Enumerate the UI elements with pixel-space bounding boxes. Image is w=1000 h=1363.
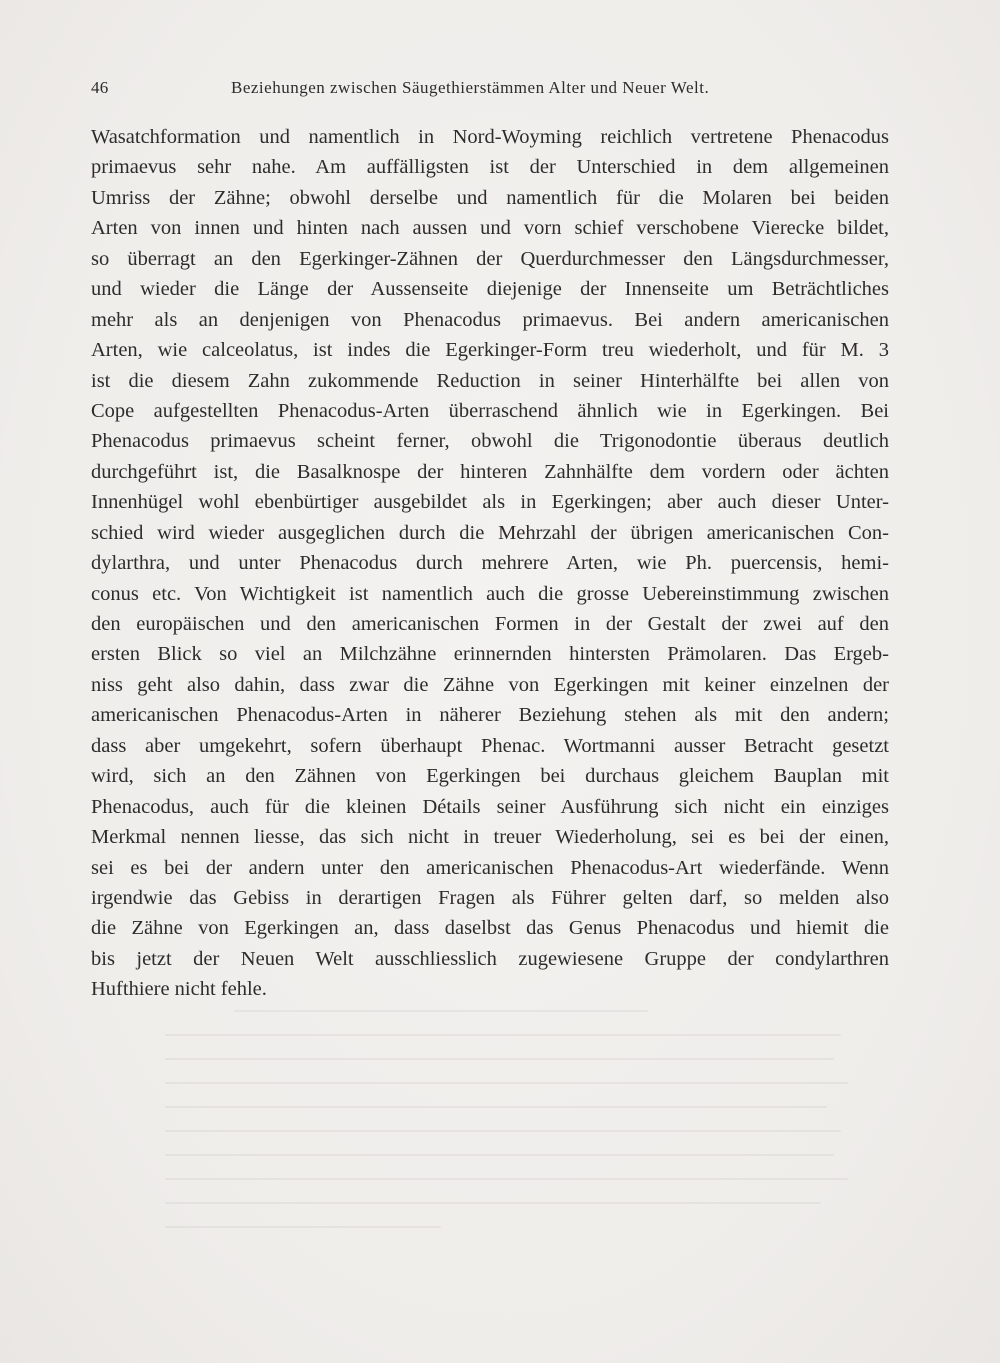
text-line: Umriss der Zähne; obwohl derselbe und namentlich für die Molaren bei beiden — [91, 186, 889, 209]
body-paragraph — [91, 122, 889, 1005]
text-line: dass aber umgekehrt, sofern überhaupt Phenac. Wortmanni ausser Betracht gesetzt — [91, 734, 889, 757]
text-line: Merkmal nennen liesse, das sich nicht in treuer Wiederholung, sei es bei der einen, — [91, 826, 889, 849]
text-line: Innenhügel wohl ebenbürtiger ausgebildet als in Egerkingen; aber auch dieser Unter- — [91, 491, 889, 514]
text-line: americanischen Phenacodus-Arten in näherer Beziehung stehen als mit den andern; — [91, 704, 889, 727]
text-line: dylarthra, und unter Phenacodus durch mehrere Arten, wie Ph. puercensis, hemi- — [91, 552, 889, 575]
text-line: bis jetzt der Neuen Welt ausschliesslich zugewiesene Gruppe der condylarthren — [91, 947, 889, 970]
text-line: irgendwie das Gebiss in derartigen Fragen als Führer gelten darf, so melden also — [91, 886, 889, 909]
text-line: conus etc. Von Wichtigkeit ist namentlich auch die grosse Uebereinstimmung zwischen — [91, 582, 889, 605]
text-line: den europäischen und den americanischen Formen in der Gestalt der zwei auf den — [91, 613, 889, 635]
text-line: ersten Blick so viel an Milchzähne erinnernden hintersten Prämolaren. Das Ergeb- — [91, 643, 889, 666]
text-line: Hufthiere nicht fehle. — [91, 978, 267, 1001]
page-number: 46 — [91, 78, 109, 97]
text-line: Arten, wie calceolatus, ist indes die Egerkinger-Form treu wiederholt, und für M. 3 — [91, 339, 889, 362]
text-line: mehr als an denjenigen von Phenacodus primaevus. Bei andern americanischen — [91, 308, 889, 331]
text-line: ist die diesem Zahn zukommende Reduction in seiner Hinterhälfte bei allen von — [91, 369, 889, 392]
text-line: niss geht also dahin, dass zwar die Zähne von Egerkingen mit keiner einzelnen der — [91, 673, 889, 696]
text-line: so überragt an den Egerkinger-Zähnen der Querdurchmesser den Längsdurchmesser, — [91, 247, 889, 270]
text-line: primaevus sehr nahe. Am auffälligsten ist der Unterschied in dem allgemeinen — [91, 156, 889, 179]
running-head — [91, 78, 891, 102]
text-line: Phenacodus, auch für die kleinen Détails seiner Ausführung sich nicht ein einziges — [91, 795, 889, 818]
text-line: schied wird wieder ausgeglichen durch die Mehrzahl der übrigen americanischen Con- — [91, 521, 889, 544]
text-line: sei es bei der andern unter den americanischen Phenacodus-Art wiederfände. Wenn — [91, 856, 889, 879]
text-line: wird, sich an den Zähnen von Egerkingen bei durchaus gleichem Bauplan mit — [91, 765, 889, 788]
text-line: Cope aufgestellten Phenacodus-Arten überraschend ähnlich wie in Egerkingen. Bei — [91, 399, 889, 422]
text-line: und wieder die Länge der Aussenseite diejenige der Innenseite um Beträchtliches — [91, 278, 889, 301]
text-line: durchgeführt ist, die Basalknospe der hinteren Zahnhälfte dem vordern oder ächten — [91, 460, 889, 483]
text-line: die Zähne von Egerkingen an, dass daselbst das Genus Phenacodus und hiemit die — [91, 917, 889, 940]
text-line: Arten von innen und hinten nach aussen und vorn schief verschobene Vierecke bildet, — [91, 217, 889, 240]
show-through-ghost-text — [165, 1010, 855, 1300]
text-line: Wasatchformation und namentlich in Nord-Woyming reichlich vertretene Phenacodus — [91, 126, 889, 148]
text-line: Phenacodus primaevus scheint ferner, obwohl die Trigonodontie überaus deutlich — [91, 430, 889, 453]
running-title: Beziehungen zwischen Säugethierstämmen Alter und Neuer Welt. — [231, 78, 710, 97]
